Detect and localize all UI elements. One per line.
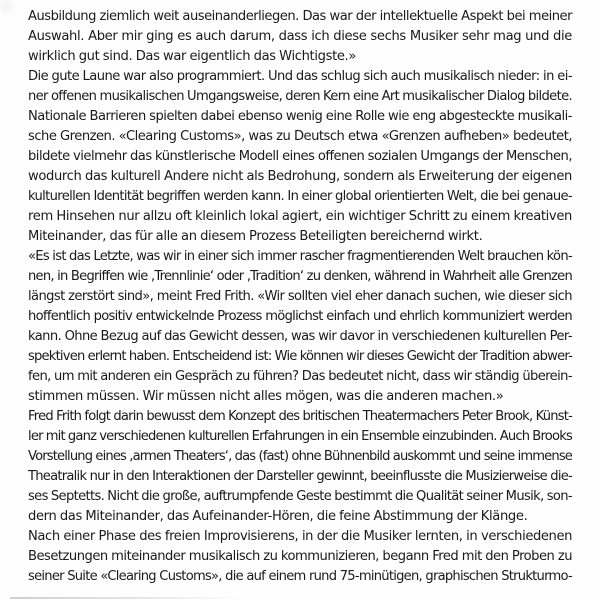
text-line: rem Hinsehen nur allzu oft kleinlich lokal agiert, ein wichtiger Schritt zu einem kreativen xyxy=(28,209,572,224)
text-line: seiner Suite «Clearing Customs», die auf einem rund 75-minütigen, graphischen Strukturmo- xyxy=(28,569,572,584)
text-line: hoffentlich positiv entwickelnde Prozess möglichst einfach und ehrlich kommuniziert werden xyxy=(28,309,572,324)
text-line: kulturellen Identität begriffen werden kann. In einer global orientierten Welt, die bei genaue- xyxy=(28,189,572,204)
text-line: ner offenen musikalischen Umgangsweise, deren Kern eine Art musikalischer Dialog bildete. xyxy=(28,89,572,104)
text-line: bildete vielmehr das künstlerische Modell eines offenen sozialen Umgangs der Menschen, xyxy=(28,149,572,164)
text-line: fen, um mit anderen ein Gespräch zu führen? Das bedeutet nicht, dass wir ständig überein- xyxy=(28,369,572,384)
text-line: Miteinander, das für alle an diesem Prozess Beteiligten bereichernd wirkt. xyxy=(28,229,483,244)
text-line: sche Grenzen. «Clearing Customs», was zu Deutsch etwa «Grenzen aufheben» bedeutet, xyxy=(28,129,572,144)
text-line: kann. Ohne Bezug auf das Gewicht dessen, was wir davor in verschiedenen kulturellen Per- xyxy=(28,329,572,344)
scan-edge-shadow xyxy=(10,597,240,599)
text-line: Vorstellung eines ‚armen Theaters‘, das (fast) ohne Bühnenbild auskommt und seine immense xyxy=(28,449,572,464)
text-line: wodurch das kulturell Andere nicht als Bedrohung, sondern als Erweiterung der eigenen xyxy=(28,169,572,184)
text-line: stimmen müssen. Wir müssen nicht alles mögen, was die anderen machen.» xyxy=(28,389,504,404)
text-line: längst zerstört sind», meint Fred Frith. «Wir sollten viel eher danach suchen, wie dieser sich xyxy=(28,289,572,304)
text-line: Nach einer Phase des freien Improvisierens, in der die Musiker lernten, in verschiedenen xyxy=(28,529,572,544)
text-line: ler mit ganz verschiedenen kulturellen Erfahrungen in ein Ensemble einzubinden. Auch Brooks xyxy=(28,429,572,444)
text-line: Fred Frith folgt darin bewusst dem Konzept des britischen Theatermachers Peter Brook, Künst- xyxy=(28,409,572,424)
text-line: Nationale Barrieren spielten dabei ebenso wenig eine Rolle wie eng abgesteckte musikali- xyxy=(28,109,572,124)
text-line: Die gute Laune war also programmiert. Und das schlug sich auch musikalisch nieder: in ei- xyxy=(28,69,572,84)
scan-artifact xyxy=(0,0,16,16)
text-line: ses Septetts. Nicht die große, auftrumpfende Geste bestimmt die Qualität seiner Musik, son- xyxy=(28,489,572,504)
text-line: dern das Miteinander, das Aufeinander-Hören, die feine Abstimmung der Klänge. xyxy=(28,509,528,524)
text-line: Auswahl. Aber mir ging es auch darum, dass ich diese sechs Musiker sehr mag und die xyxy=(28,29,572,44)
text-line: Ausbildung ziemlich weit auseinanderliegen. Das war der intellektuelle Aspekt bei meiner xyxy=(28,9,572,24)
text-line: nen, in Begriffen wie ‚Trennlinie‘ oder ‚Tradition‘ zu denken, während in Wahrheit alle Grenzen xyxy=(28,269,572,284)
text-line: wirklich gut sind. Das war eigentlich das Wichtigste.» xyxy=(28,49,357,64)
text-line: Theatralik nur in den Interaktionen der Darsteller gewinnt, beeinflusste die Musizierweise die- xyxy=(28,469,572,484)
body-text xyxy=(28,7,572,587)
text-line: «Es ist das Letzte, was wir in einer sich immer rascher fragmentierenden Welt brauchen kön- xyxy=(28,249,572,264)
text-line: Besetzungen miteinander musikalisch zu kommunizieren, begann Fred mit den Proben zu xyxy=(28,549,572,564)
text-line: spektiven erlernt haben. Entscheidend ist: Wie können wir dieses Gewicht der Tradition abwer- xyxy=(28,349,572,364)
